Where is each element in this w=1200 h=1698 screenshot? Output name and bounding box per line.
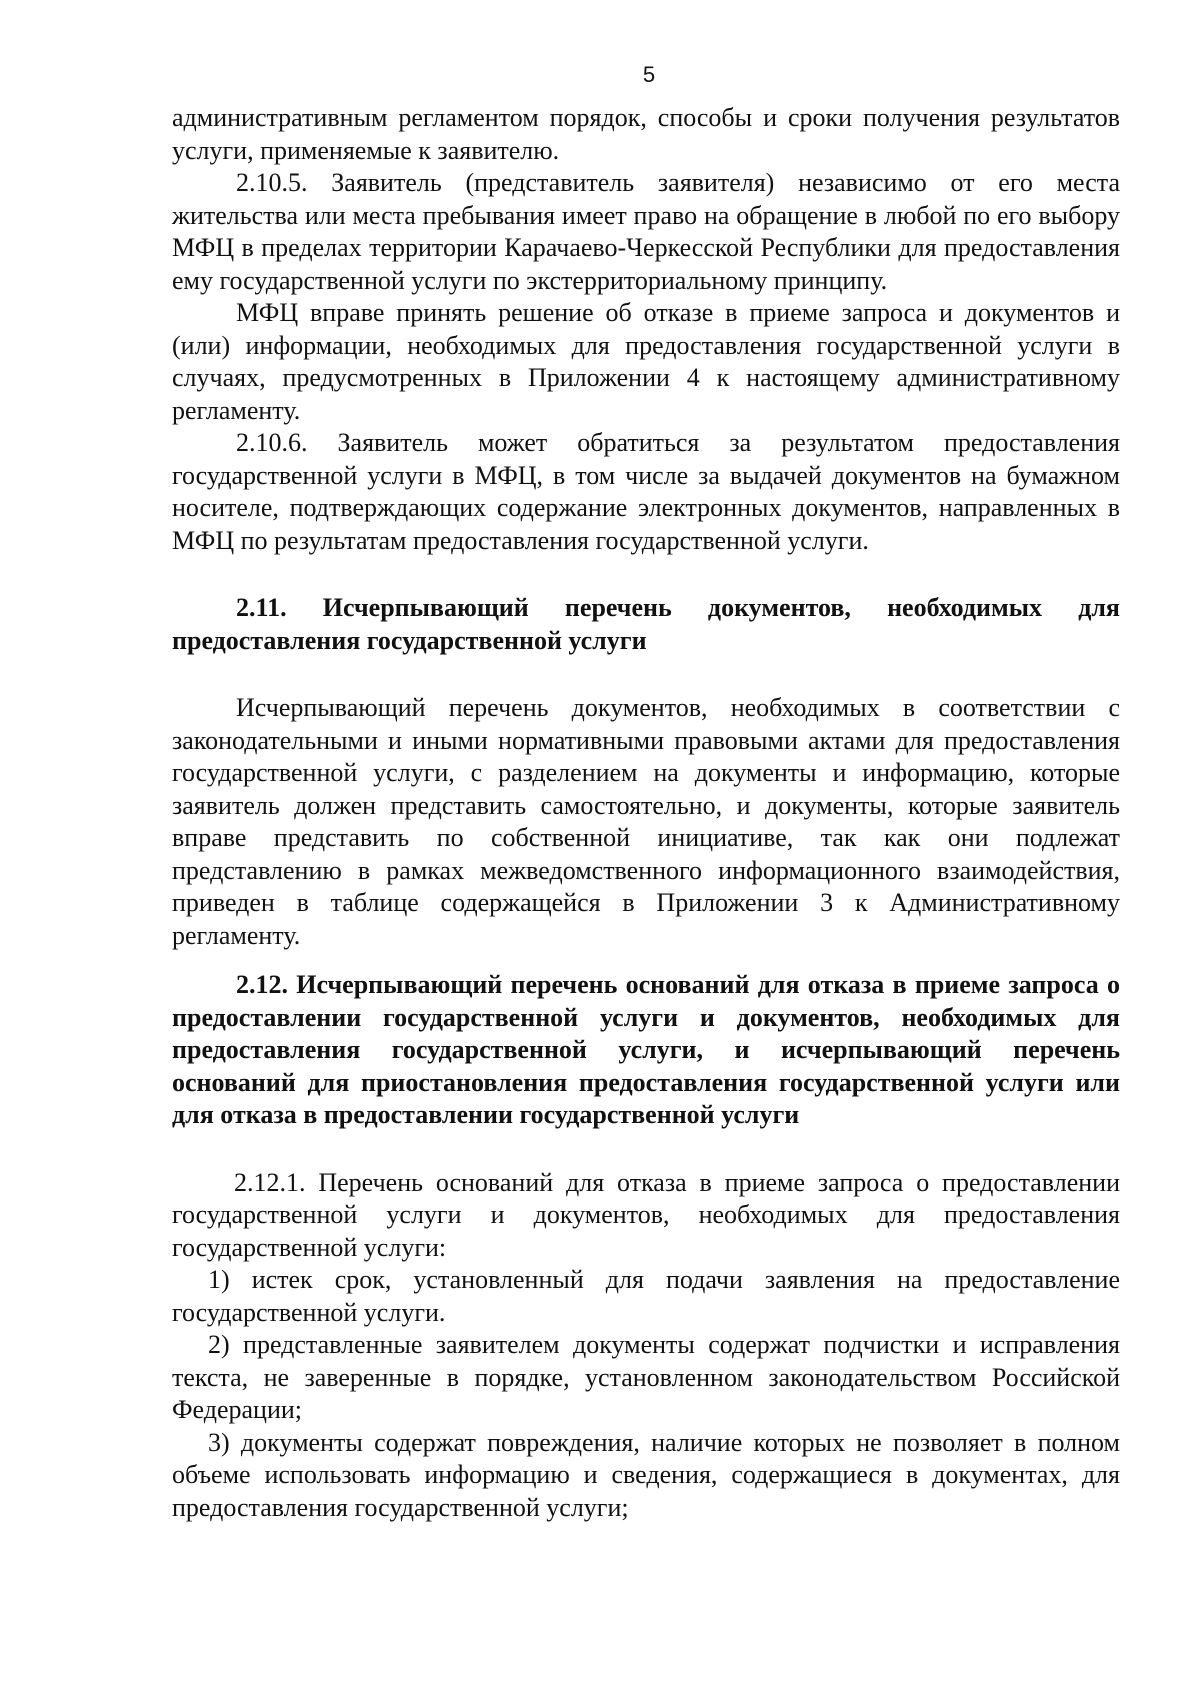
section-heading-2-11: 2.11. Исчерпывающий перечень документов, необходимых для предоставления государственной услуги [172,593,1120,655]
section-heading-2-12: 2.12. Исчерпывающий перечень оснований для отказа в приеме запроса о предоставлении государственной услуги и документов, необходимых для предоставления государственной услуги, и исчерпывающий перечень оснований для приостановления предоставления государственной услуги или для отказа в предоставлении государственной услуги [172,970,1120,1129]
paragraph: административным регламентом порядок, способы и сроки получения результатов услуги, применяемые к заявителю. [172,103,1120,165]
paragraph-documents-list: Исчерпывающий перечень документов, необходимых в соответствии с законодательными и иными нормативными правовыми актами для предоставления государственной услуги, с разделением на документы и информацию, которые заявитель должен представить самостоятельно, и документы, которые заявитель вправе представить по собственной инициативе, так как они подлежат представлению в рамках межведомственного информационного взаимодействия, приведен в таблице содержащейся в Приложении 3 к Административному регламенту. [172,693,1120,950]
list-item-1: 1) истек срок, установленный для подачи заявления на предоставление государственной услуги. [172,1265,1120,1327]
list-item-3: 3) документы содержат повреждения, наличие которых не позволяет в полном объеме использовать информацию и сведения, содержащиеся в документах, для предоставления государственной услуги; [172,1427,1120,1522]
list-item-2: 2) представленные заявителем документы содержат подчистки и исправления текста, не заверенные в порядке, установленном законодательством Российской Федерации; [172,1330,1120,1424]
paragraph-mfc-refusal: МФЦ вправе принять решение об отказе в приеме запроса и документов и (или) информации, необходимых для предоставления государственной услуги в случаях, предусмотренных в Приложении 4 к настоящему административному регламенту. [172,298,1120,425]
paragraph-2-10-6: 2.10.6. Заявитель может обратиться за результатом предоставления государственной услуги в МФЦ, в том числе за выдачей документов на бумажном носителе, подтверждающих содержание электронных документов, направленных в МФЦ по результатам предоставления государственной услуги. [172,428,1120,555]
page-number: 5 [642,62,656,87]
paragraph-2-12-1: 2.12.1. Перечень оснований для отказа в приеме запроса о предоставлении государственной услуги и документов, необходимых для предоставления государственной услуги: [172,1167,1120,1262]
paragraph-2-10-5: 2.10.5. Заявитель (представитель заявителя) независимо от его места жительства или места пребывания имеет право на обращение в любой по его выбору МФЦ в пределах территории Карачаево-Черкесской Республики для предоставления ему государственной услуги по экстерриториальному принципу. [172,168,1120,295]
